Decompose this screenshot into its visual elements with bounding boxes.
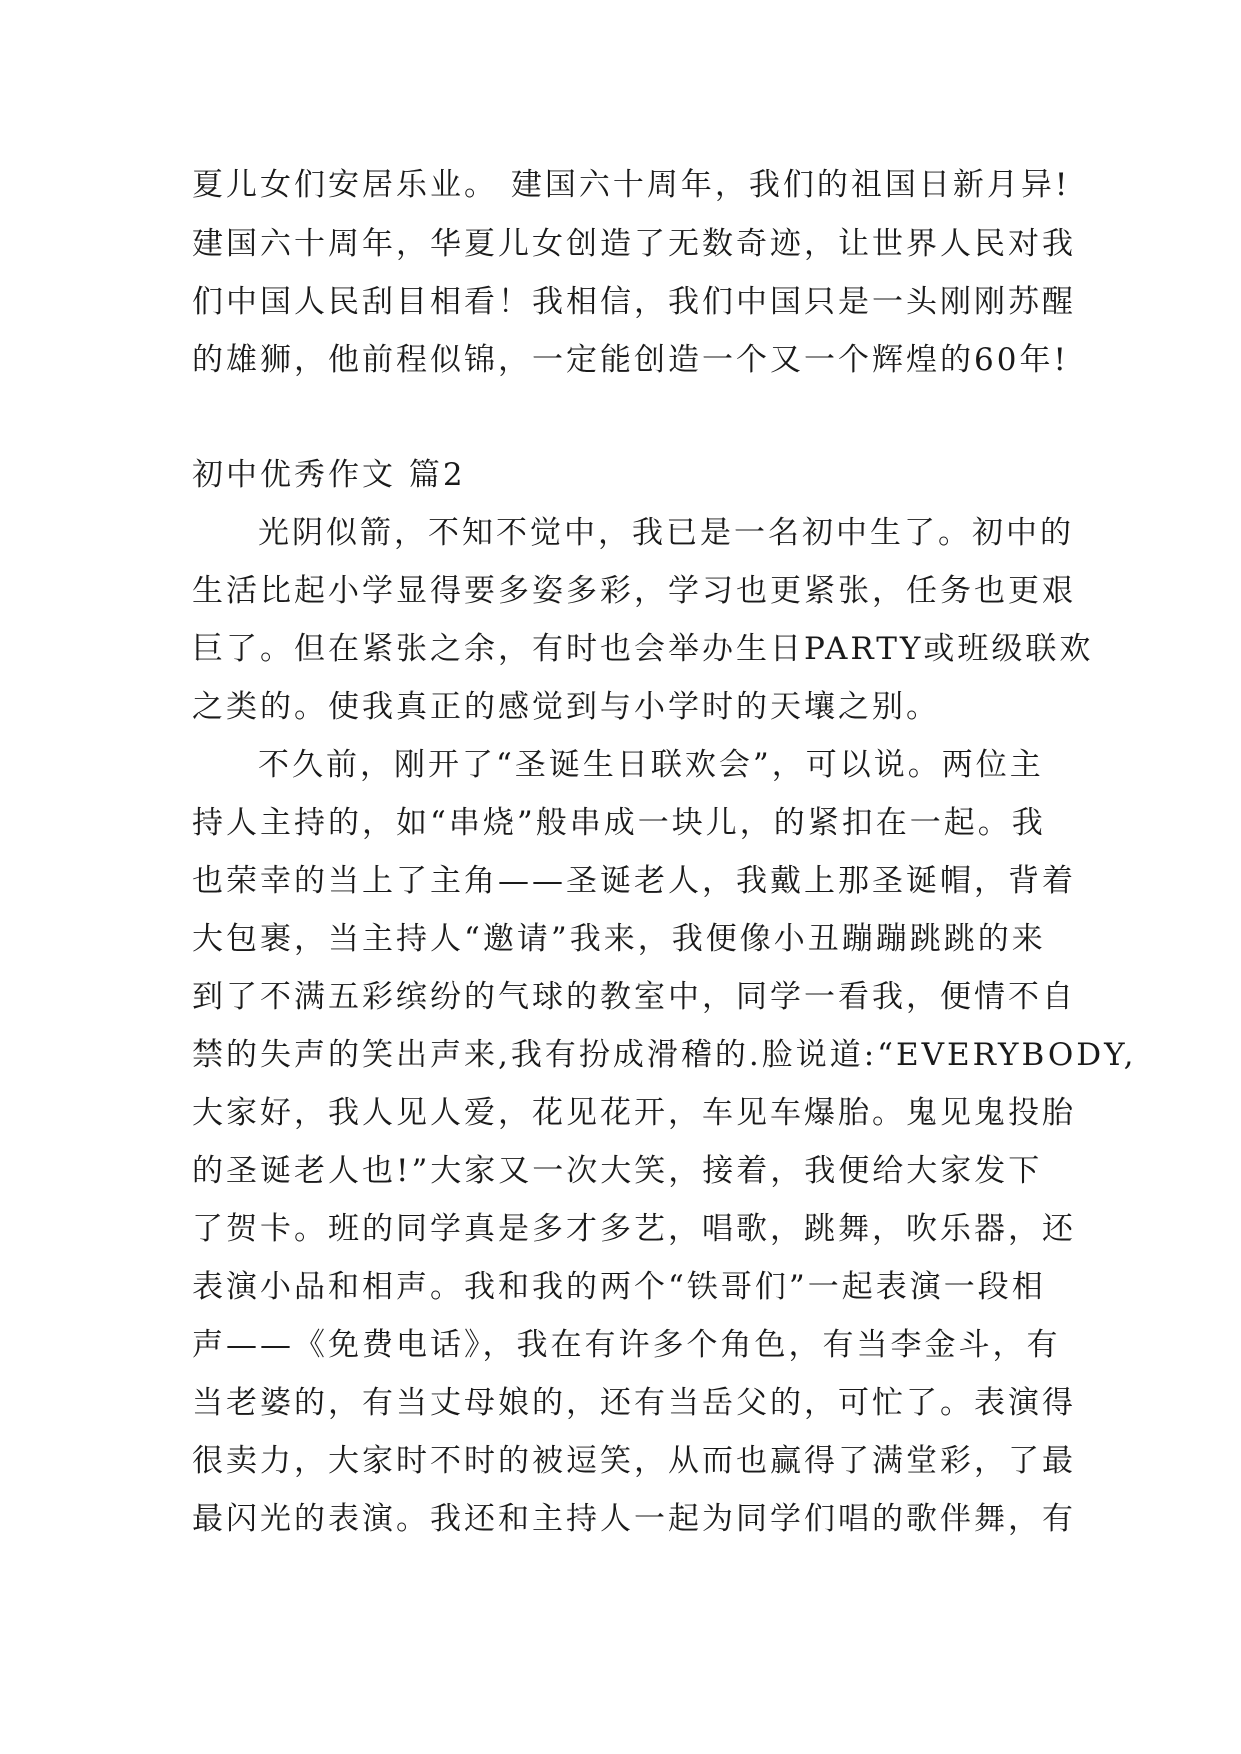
text-line: 光阴似箭，不知不觉中，我已是一名初中生了。初中的 [258,515,1074,551]
text-line: 大家好，我人见人爱，花见花开，车见车爆胎。鬼见鬼投胎 [192,1095,1076,1131]
text-line: 之类的。使我真正的感觉到与小学时的天壤之别。 [192,689,940,725]
section-title: 初中优秀作文 篇2 [192,457,466,493]
text-line: 的雄狮，他前程似锦，一定能创造一个又一个辉煌的60年! [192,342,1069,378]
text-line: 表演小品和相声。我和我的两个“铁哥们”一起表演一段相 [192,1269,1046,1305]
text-line: 声——《免费电话》，我在有许多个角色，有当李金斗，有 [192,1327,1061,1363]
text-line: 们中国人民刮目相看！我相信，我们中国只是一头刚刚苏醒 [192,284,1076,320]
text-line: 持人主持的，如“串烧”般串成一块儿，的紧扣在一起。我 [192,805,1046,841]
text-line: 的圣诞老人也!”大家又一次大笑，接着，我便给大家发下 [192,1153,1043,1189]
text-line: 巨了。但在紧张之余，有时也会举办生日PARTY或班级联欢 [192,631,1094,667]
text-line: 大包裹，当主持人“邀请”我来，我便像小丑蹦蹦跳跳的来 [192,921,1046,957]
text-line: 当老婆的，有当丈母娘的，还有当岳父的，可忙了。表演得 [192,1385,1076,1421]
text-line: 最闪光的表演。我还和主持人一起为同学们唱的歌伴舞，有 [192,1501,1076,1537]
text-line: 生活比起小学显得要多姿多彩，学习也更紧张，任务也更艰 [192,573,1076,609]
text-line: 也荣幸的当上了主角——圣诞老人，我戴上那圣诞帽，背着 [192,863,1076,899]
text-line: 很卖力，大家时不时的被逗笑，从而也赢得了满堂彩，了最 [192,1443,1076,1479]
text-line: 禁的失声的笑出声来,我有扮成滑稽的.脸说道:“EVERYBODY, [192,1037,1137,1073]
text-line: 夏儿女们安居乐业。 建国六十周年，我们的祖国日新月异! [192,167,1071,203]
text-line: 不久前，刚开了“圣诞生日联欢会”，可以说。两位主 [258,747,1044,783]
text-line: 建国六十周年，华夏儿女创造了无数奇迹，让世界人民对我 [192,226,1076,262]
text-line: 了贺卡。班的同学真是多才多艺，唱歌，跳舞，吹乐器，还 [192,1211,1076,1247]
text-line: 到了不满五彩缤纷的气球的教室中，同学一看我，便情不自 [192,979,1076,1015]
